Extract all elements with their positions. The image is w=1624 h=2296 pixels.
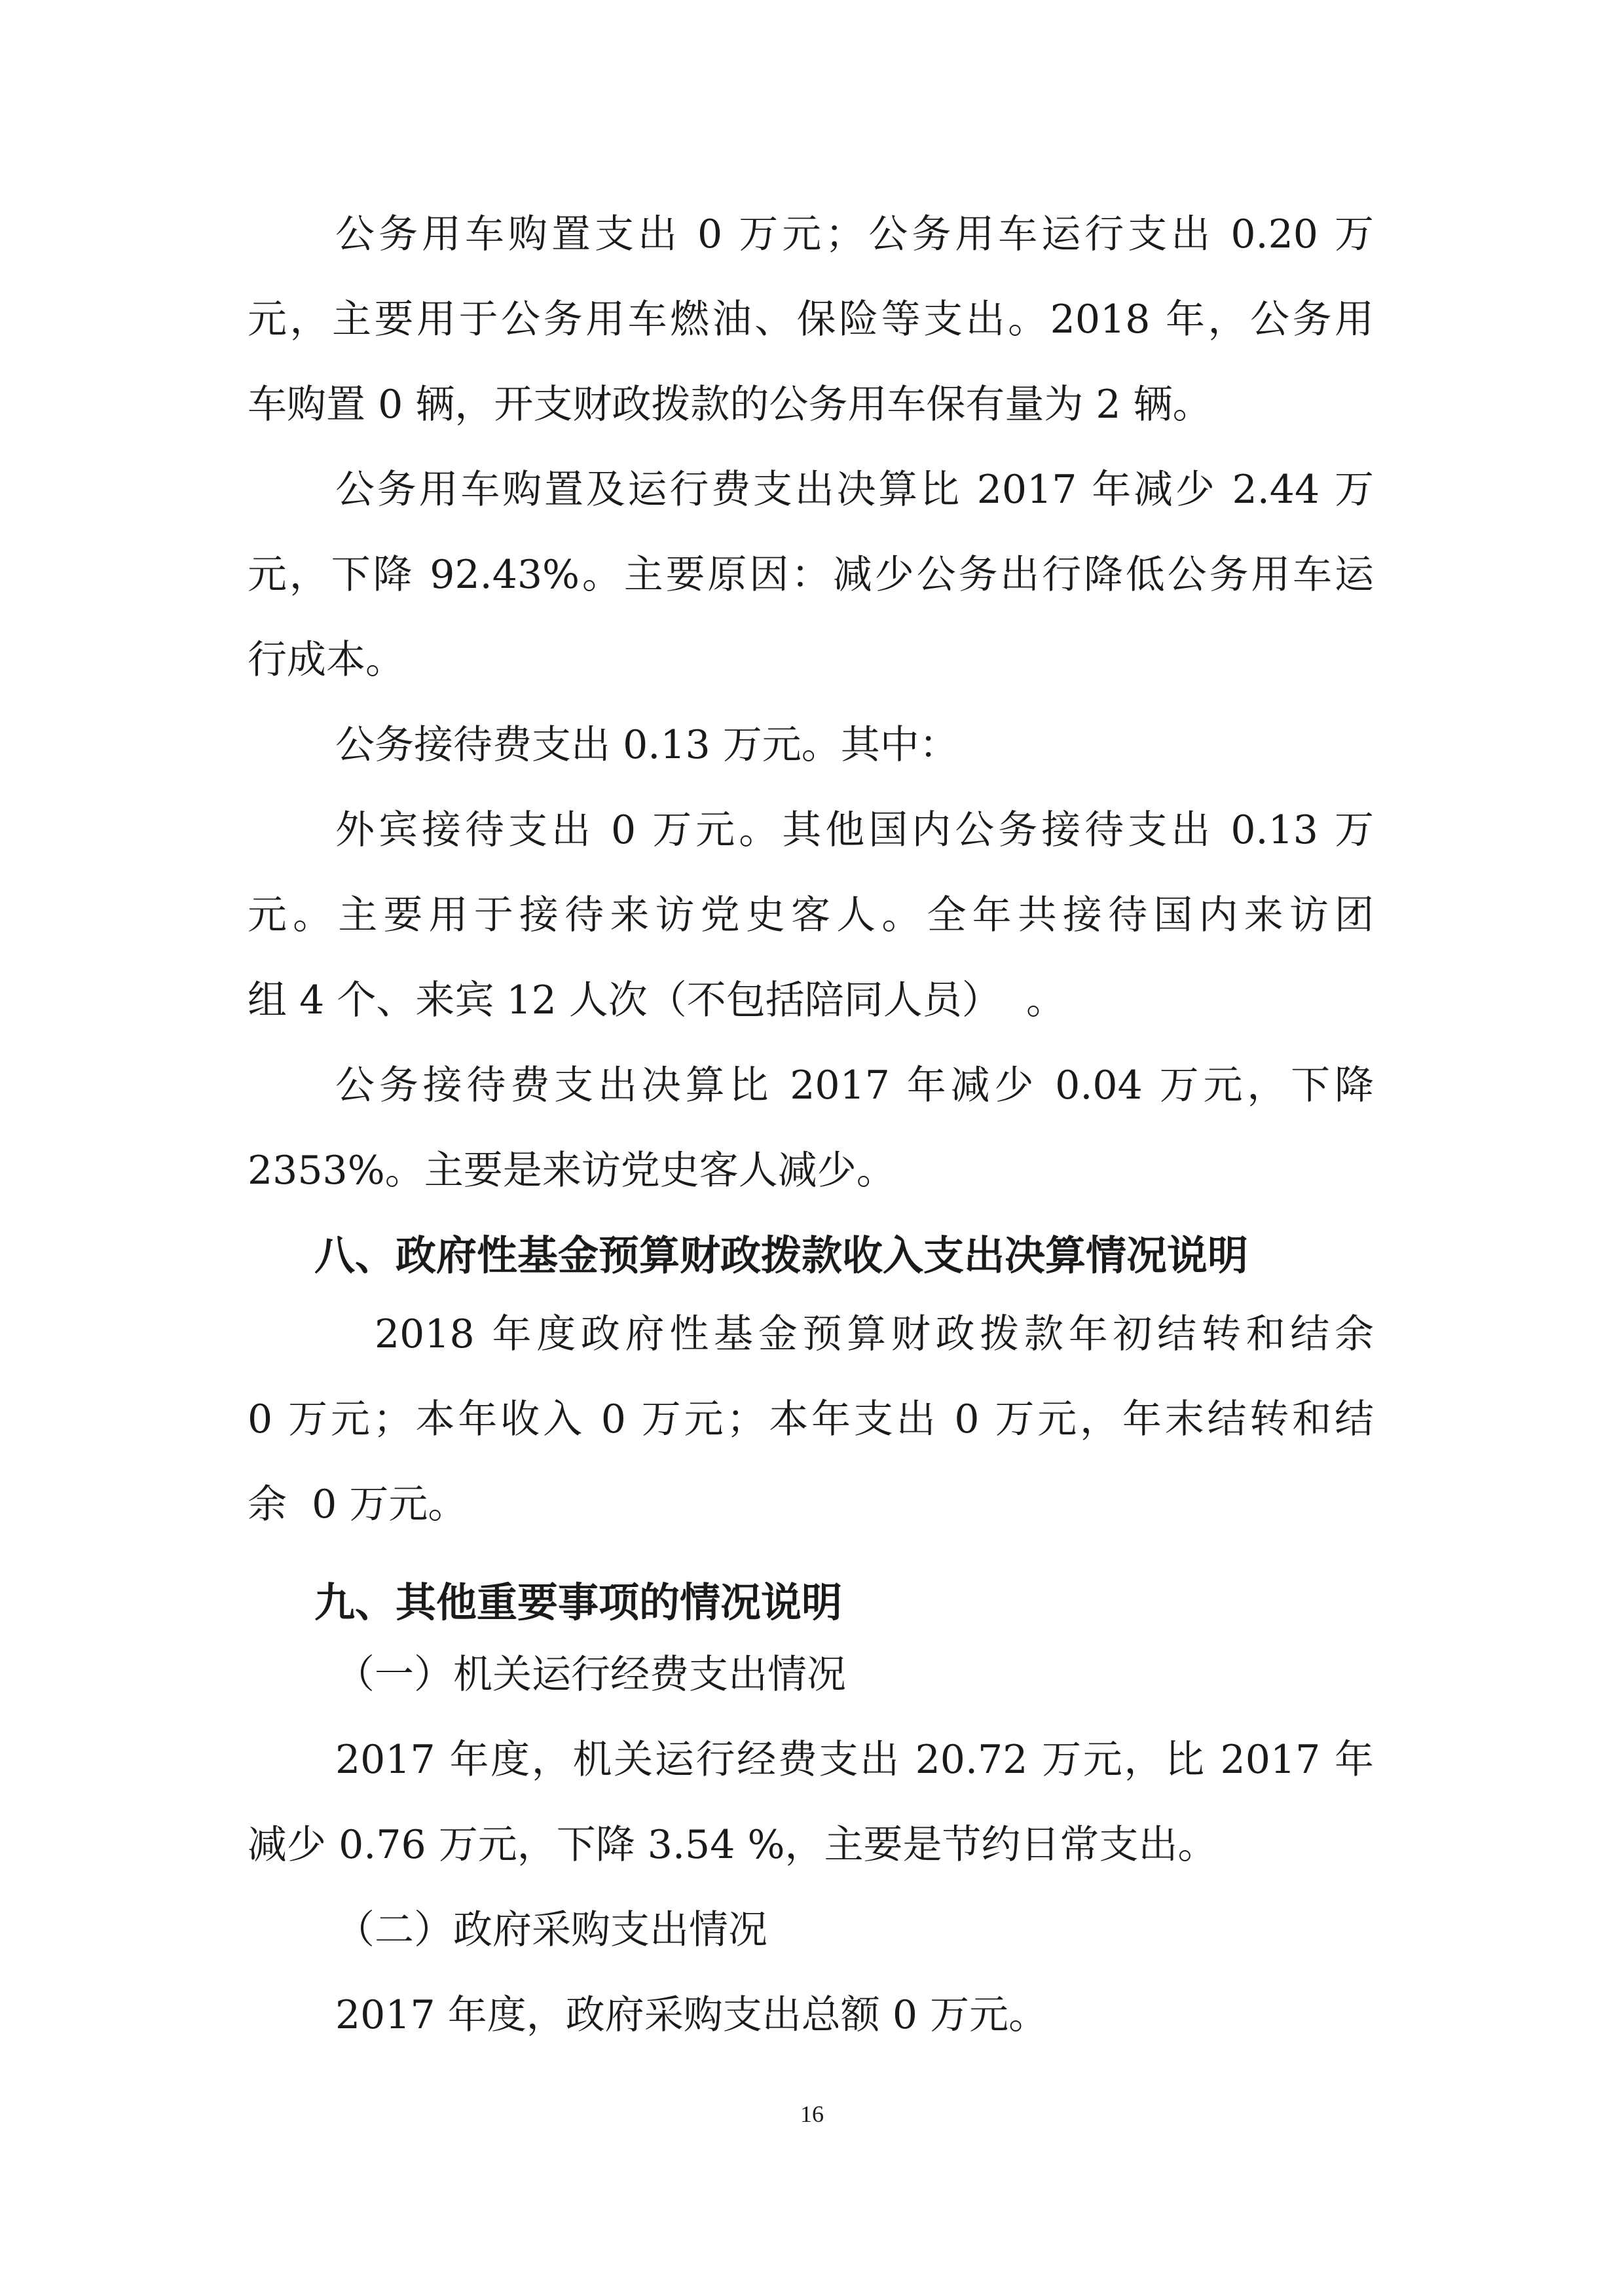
paragraph-line: 2353%。主要是来访党史客人减少。 [248,1148,896,1194]
paragraph-line: 元，下降 92.43%。主要原因：减少公务出行降低公务用车运 [248,552,1374,598]
paragraph-line: 元，主要用于公务用车燃油、保险等支出。2018 年，公务用 [248,297,1374,342]
paragraph-line: 行成本。 [248,637,405,683]
section-heading: 九、其他重要事项的情况说明 [314,1578,843,1626]
paragraph-line: 公务用车购置支出 0 万元；公务用车运行支出 0.20 万 [335,211,1374,257]
paragraph-line: 余 0 万元。 [248,1482,468,1527]
subsection-heading: （一）机关运行经费支出情况 [335,1652,846,1698]
paragraph-line: 车购置 0 辆，开支财政拨款的公务用车保有量为 2 辆。 [248,382,1212,428]
paragraph-line: 公务用车购置及运行费支出决算比 2017 年减少 2.44 万 [335,467,1374,513]
paragraph-line: 公务接待费支出 0.13 万元。其中： [335,722,959,768]
paragraph-line: 元。主要用于接待来访党史客人。全年共接待国内来访团 [248,892,1374,938]
paragraph-line: 0 万元；本年收入 0 万元；本年支出 0 万元，年末结转和结 [248,1396,1374,1442]
paragraph-line: 2017 年度，政府采购支出总额 0 万元。 [335,1992,1048,2038]
section-heading: 八、政府性基金预算财政拨款收入支出决算情况说明 [314,1231,1249,1279]
paragraph-line: 外宾接待支出 0 万元。其他国内公务接待支出 0.13 万 [335,807,1374,853]
paragraph-line: 公务接待费支出决算比 2017 年减少 0.04 万元，下降 [335,1063,1374,1108]
paragraph-line: 2018 年度政府性基金预算财政拨款年初结转和结余 [375,1311,1374,1357]
page-number: 16 [800,2101,824,2127]
paragraph-line: 2017 年度，机关运行经费支出 20.72 万元，比 2017 年 [335,1737,1374,1783]
subsection-heading: （二）政府采购支出情况 [335,1907,767,1953]
paragraph-line: 组 4 个、来宾 12 人次（不包括陪同人员） 。 [248,977,1065,1023]
paragraph-line: 减少 0.76 万元，下降 3.54 %，主要是节约日常支出。 [248,1822,1217,1868]
